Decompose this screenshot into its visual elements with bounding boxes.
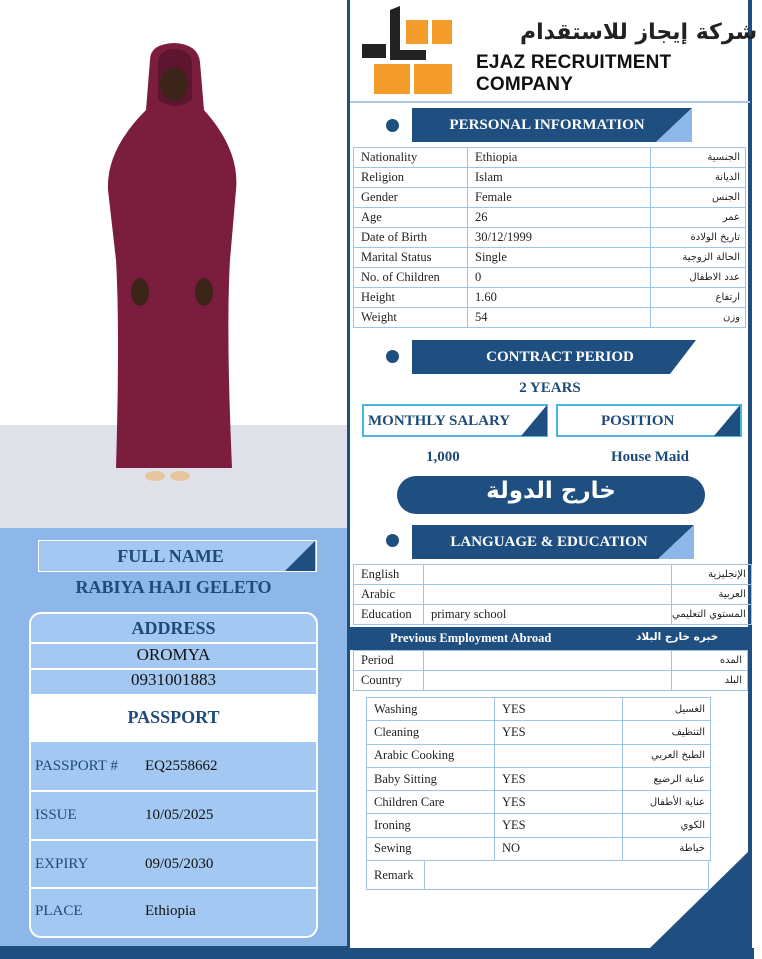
personal-info-label-ar: الجنسية: [651, 148, 746, 168]
personal-info-row: [354, 248, 746, 268]
language-title: LANGUAGE & EDUCATION: [450, 534, 648, 550]
language-label-ar: الإنجليزية: [672, 565, 752, 585]
header-divider: [350, 101, 750, 103]
corner-decoration: [650, 848, 752, 948]
monthly-salary-value: 1,000: [426, 449, 460, 465]
personal-info-row: [354, 288, 746, 308]
previous-employment-row: [354, 671, 748, 691]
passport-number-label: PASSPORT #: [35, 758, 118, 774]
passport-place-label: PLACE: [35, 903, 83, 919]
position-value: House Maid: [611, 449, 689, 465]
personal-info-label-en: Age: [354, 208, 468, 228]
previous-employment-value: [424, 671, 672, 691]
contract-title: CONTRACT PERIOD: [486, 349, 634, 365]
header-corner: [656, 108, 692, 142]
bottom-bar: [347, 948, 754, 959]
skill-label-en: Cleaning: [367, 721, 495, 744]
outside-country-text: خارج الدولة: [486, 478, 616, 504]
passport-expiry-value: 09/05/2030: [145, 856, 214, 872]
language-label-en: English: [354, 565, 424, 585]
skill-row: [367, 721, 711, 744]
previous-employment-value: [424, 651, 672, 671]
position-label: POSITION: [601, 413, 675, 429]
language-value: [424, 565, 672, 585]
previous-employment-title-en: Previous Employment Abroad: [390, 631, 552, 645]
personal-info-row: [354, 228, 746, 248]
personal-info-row: [354, 188, 746, 208]
skill-row: [367, 814, 711, 837]
bullet-icon: [386, 350, 399, 363]
skill-label-ar: خياطة: [623, 837, 711, 860]
personal-info-label-ar: ارتفاع: [651, 288, 746, 308]
personal-info-row: [354, 268, 746, 288]
language-row: [354, 585, 752, 605]
personal-info-label-ar: عدد الاطفال: [651, 268, 746, 288]
language-row: [354, 605, 752, 625]
skill-label-ar: الكوي: [623, 814, 711, 837]
company-name-en: EJAZ RECRUITMENT COMPANY: [476, 52, 672, 95]
position-corner: [714, 405, 740, 436]
full-name-value: RABIYA HAJI GELETO: [75, 577, 272, 597]
address-value: OROMYA: [136, 645, 211, 664]
skill-label-ar: عناية الأطفال: [623, 791, 711, 814]
personal-info-label-en: Date of Birth: [354, 228, 468, 248]
personal-info-label-ar: الحالة الزوجية: [651, 248, 746, 268]
divider: [31, 642, 316, 644]
skill-value: YES: [495, 814, 623, 837]
bottom-bar: [0, 946, 350, 959]
skill-label-ar: الغسيل: [623, 698, 711, 721]
bullet-icon: [386, 534, 399, 547]
personal-info-label-ar: تاريخ الولادة: [651, 228, 746, 248]
full-name-corner: [285, 541, 315, 571]
skill-label-en: Ironing: [367, 814, 495, 837]
skill-row: [367, 744, 711, 767]
skill-label-en: Sewing: [367, 837, 495, 860]
skill-value: [495, 744, 623, 767]
personal-info-label-en: Religion: [354, 168, 468, 188]
personal-info-row: [354, 168, 746, 188]
language-value: primary school: [424, 605, 672, 625]
personal-info-row: [354, 308, 746, 328]
personal-info-value: 1.60: [468, 288, 651, 308]
personal-info-label-en: Marital Status: [354, 248, 468, 268]
divider: [31, 790, 316, 792]
personal-info-value: Islam: [468, 168, 651, 188]
personal-info-label-en: No. of Children: [354, 268, 468, 288]
personal-info-label-ar: الديانة: [651, 168, 746, 188]
bullet-icon: [386, 119, 399, 132]
personal-info-value: 54: [468, 308, 651, 328]
personal-info-label-en: Weight: [354, 308, 468, 328]
company-logo-icon: [360, 6, 455, 98]
personal-info-label-ar: وزن: [651, 308, 746, 328]
personal-info-label-en: Nationality: [354, 148, 468, 168]
skill-label-ar: عناية الرضيع: [623, 767, 711, 790]
language-label-ar: المستوي التعليمي: [672, 605, 752, 625]
address-label: ADDRESS: [131, 618, 216, 638]
personal-info-value: 30/12/1999: [468, 228, 651, 248]
previous-employment-table: [353, 650, 748, 691]
candidate-figure: [0, 0, 347, 528]
personal-info-label-ar: الجنس: [651, 188, 746, 208]
salary-corner: [521, 405, 547, 436]
divider: [31, 887, 316, 889]
personal-info-label-en: Height: [354, 288, 468, 308]
candidate-photo: [0, 0, 347, 528]
previous-employment-label-en: Period: [354, 651, 424, 671]
skill-value: YES: [495, 767, 623, 790]
passport-issue-label: ISSUE: [35, 807, 77, 823]
skill-value: YES: [495, 791, 623, 814]
language-value: [424, 585, 672, 605]
skill-label-en: Arabic Cooking: [367, 744, 495, 767]
skill-value: YES: [495, 721, 623, 744]
personal-info-value: 0: [468, 268, 651, 288]
personal-info-value: Single: [468, 248, 651, 268]
personal-info-value: Female: [468, 188, 651, 208]
personal-info-row: [354, 148, 746, 168]
previous-employment-row: [354, 651, 748, 671]
header-corner: [670, 340, 696, 374]
language-label-ar: العربية: [672, 585, 752, 605]
skill-row: [367, 791, 711, 814]
passport-expiry-label: EXPIRY: [35, 856, 89, 872]
previous-employment-label-ar: البلد: [672, 671, 748, 691]
skill-label-ar: الطبخ العربي: [623, 744, 711, 767]
personal-info-label-ar: عمر: [651, 208, 746, 228]
personal-info-table: [353, 147, 746, 328]
previous-employment-title-ar: خبره خارج البلاد: [636, 631, 719, 643]
language-table: [353, 564, 752, 625]
company-name-ar: شركة إيجاز للاستقدام: [520, 20, 758, 45]
language-label-en: Arabic: [354, 585, 424, 605]
personal-info-value: 26: [468, 208, 651, 228]
personal-info-title: PERSONAL INFORMATION: [449, 117, 645, 133]
skill-label-en: Baby Sitting: [367, 767, 495, 790]
passport-number-value: EQ2558662: [145, 758, 218, 774]
skill-label-en: Children Care: [367, 791, 495, 814]
language-label-en: Education: [354, 605, 424, 625]
header-corner: [658, 525, 694, 559]
skills-table: [366, 697, 711, 861]
personal-info-value: Ethiopia: [468, 148, 651, 168]
phone-value: 0931001883: [131, 670, 216, 689]
full-name-label: FULL NAME: [117, 546, 224, 566]
remark-label: Remark: [367, 861, 425, 890]
contract-period-value: 2 YEARS: [519, 380, 581, 396]
skill-value: NO: [495, 837, 623, 860]
personal-info-label-en: Gender: [354, 188, 468, 208]
skill-label-en: Washing: [367, 698, 495, 721]
previous-employment-label-en: Country: [354, 671, 424, 691]
personal-info-row: [354, 208, 746, 228]
divider: [31, 839, 316, 841]
skill-label-ar: التنظيف: [623, 721, 711, 744]
passport-place-value: Ethiopia: [145, 903, 196, 919]
skill-row: [367, 767, 711, 790]
skill-row: [367, 698, 711, 721]
skill-value: YES: [495, 698, 623, 721]
monthly-salary-label: MONTHLY SALARY: [368, 413, 511, 429]
passport-issue-value: 10/05/2025: [145, 807, 214, 823]
previous-employment-label-ar: المده: [672, 651, 748, 671]
passport-label: PASSPORT: [127, 707, 220, 727]
language-row: [354, 565, 752, 585]
